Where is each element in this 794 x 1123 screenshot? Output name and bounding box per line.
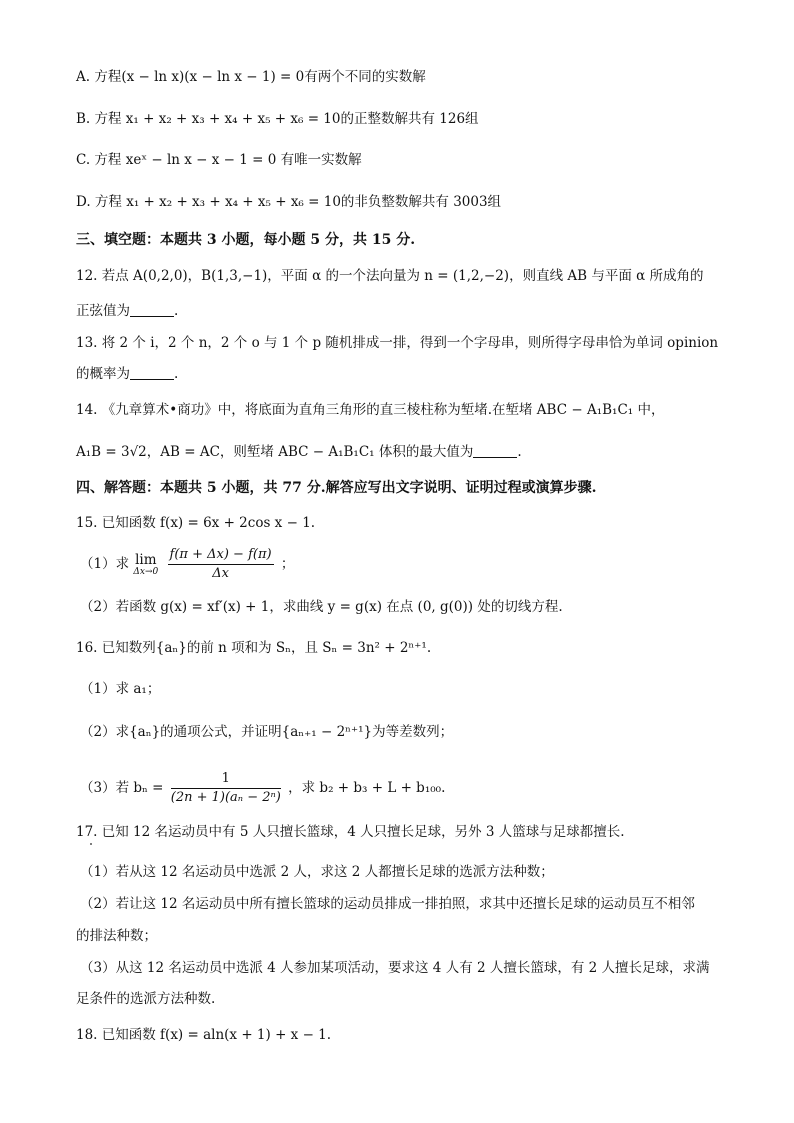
q15-part2: （2）若函数 g(x) = xf′(x) + 1，求曲线 y = g(x) 在点 (0, g(0)) 处的切线方程. (80, 599, 563, 615)
q12-line1: 12. 若点 A(0,2,0)，B(1,3,−1)，平面 α 的一个法向量为 n = (1,2,−2)，则直线 AB 与平面 α 所成角的 (76, 268, 704, 284)
q17-part3-line2: 足条件的选派方法种数. (76, 991, 216, 1007)
section3-heading: 三、填空题：本题共 3 小题，每小题 5 分，共 15 分. (76, 232, 416, 248)
q15-part1-prefix: （1）求 (80, 556, 130, 572)
q17-part3-line1: （3）从这 12 名运动员中选派 4 人参加某项活动，要求这 4 人有 2 人擅长篮球，有 2 人擅长足球，求满 (80, 960, 710, 976)
limit-label: lim (135, 551, 157, 568)
q12-line2-text: 正弦值为 (76, 303, 130, 319)
q14-line1: 14. 《九章算术•商功》中，将底面为直角三角形的直三棱柱称为堑堵.在堑堵 ABC − A₁B₁C₁ 中， (76, 402, 665, 418)
option-d: D. 方程 x₁ + x₂ + x₃ + x₄ + x₅ + x₆ = 10的非负整数解共有 3003组 (76, 194, 502, 210)
q16-part1: （1）求 a₁； (80, 681, 161, 697)
answer-blank (130, 302, 174, 317)
q13-line2 (76, 364, 178, 384)
q14-line2-text: A₁B = 3√2，AB = AC，则堑堵 ABC − A₁B₁C₁ 体积的最大值为 (76, 444, 474, 460)
answer-blank (130, 365, 174, 380)
limit-subscript: Δx→0 (133, 566, 159, 577)
fraction-denominator: Δx (212, 566, 229, 581)
q17-part2-line2: 的排法种数； (76, 928, 157, 944)
q14-line2 (76, 442, 522, 462)
q14-line2-end: . (517, 444, 522, 460)
q16-stem: 16. 已知数列{aₙ}的前 n 项和为 Sₙ，且 Sₙ = 3n² + 2ⁿ⁺¹. (76, 640, 432, 656)
q15-part1 (80, 546, 294, 583)
fraction-numerator: 1 (171, 770, 281, 789)
q13-line1: 13. 将 2 个 i，2 个 n，2 个 o 与 1 个 p 随机排成一排，得到一个字母串，则所得字母串恰为单词 opinion (76, 335, 719, 351)
q16-part3-prefix: （3）若 bₙ = (80, 780, 164, 796)
q15-part1-end: ； (280, 556, 295, 572)
fraction-denominator: (2n + 1)(aₙ − 2ⁿ) (170, 790, 281, 805)
q18-stem: 18. 已知函数 f(x) = aln(x + 1) + x − 1. (76, 1027, 332, 1043)
q16-part3-end: ，求 b₂ + b₃ + L + b₁₀₀. (288, 780, 446, 796)
q16-part3 (80, 770, 445, 807)
q13-line2-text: 的概率为 (76, 366, 130, 382)
q16-part2: （2）求{aₙ}的通项公式，并证明{aₙ₊₁ − 2ⁿ⁺¹}为等差数列； (80, 724, 454, 740)
bn-fraction (171, 770, 281, 807)
q17-stem: 17. 已知 12 名运动员中有 5 人只擅长篮球，4 人只擅长足球，另外 3 人篮球与足球都擅长. (76, 824, 625, 840)
q12-line2-end: . (174, 303, 179, 319)
q17-part1: （1）若从这 12 名运动员中选派 2 人，求这 2 人都擅长足球的选派方法种数； (80, 864, 554, 880)
q17-part2-line1: （2）若让这 12 名运动员中所有擅长篮球的运动员排成一排拍照，求其中还擅长足球的运动员互不相邻 (80, 896, 695, 912)
section4-heading: 四、解答题：本题共 5 小题，共 77 分.解答应写出文字说明、证明过程或演算步骤. (76, 480, 597, 496)
fraction-numerator: f(π + Δx) − f(π) (168, 546, 274, 565)
answer-blank (473, 443, 517, 458)
difference-quotient (168, 546, 274, 583)
option-a: A. 方程(x − ln x)(x − ln x − 1) = 0有两个不同的实数解 (76, 69, 426, 85)
limit-operator (133, 553, 158, 577)
q12-line2 (76, 301, 178, 321)
q15-stem: 15. 已知函数 f(x) = 6x + 2cos x − 1. (76, 515, 316, 531)
option-b: B. 方程 x₁ + x₂ + x₃ + x₄ + x₅ + x₆ = 10的正整数解共有 126组 (76, 111, 479, 127)
q13-line2-end: . (174, 366, 179, 382)
option-c: C. 方程 xeˣ − ln x − x − 1 = 0 有唯一实数解 (76, 152, 362, 168)
stray-dot (90, 843, 92, 845)
